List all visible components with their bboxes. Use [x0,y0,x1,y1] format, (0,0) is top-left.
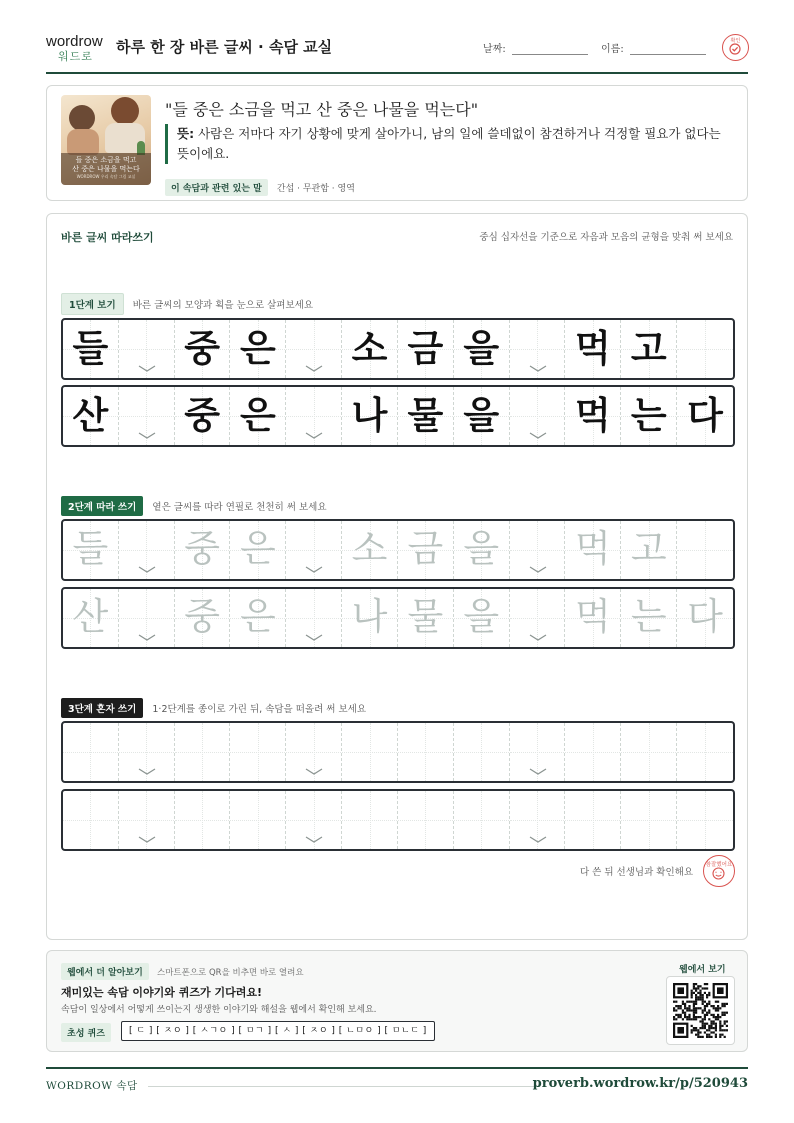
writing-cell[interactable] [230,589,286,647]
writing-cell[interactable] [565,791,621,849]
writing-cell[interactable] [565,589,621,647]
writing-cell[interactable] [510,723,566,781]
space-mark-icon [305,634,323,642]
writing-cell[interactable] [286,521,342,579]
stage-3-line-1[interactable] [61,721,735,783]
writing-cell [63,387,119,445]
stage-1-line-2 [61,385,735,447]
writing-cell [342,320,398,378]
writing-char: 산 [72,393,109,437]
stage-2-line-1[interactable] [61,519,735,581]
writing-cell[interactable] [230,791,286,849]
stage-2-label: 2단계 따라 쓰기 [61,496,143,516]
writing-cell[interactable] [63,589,119,647]
check-seal-icon [722,34,749,61]
related-label: 이 속담과 관련 있는 말 [165,179,268,196]
space-mark-icon [529,365,547,373]
page-header [46,30,748,74]
web-headline: 재미있는 속담 이야기와 퀴즈가 기다려요! [61,986,262,999]
writing-char: 은 [240,595,276,638]
wordrow-logo [46,34,103,49]
writing-char: 소 [351,326,388,370]
teacher-confirm-text: 다 쓴 뒤 선생님과 확인해요 [579,867,693,878]
space-mark-icon [529,432,547,440]
writing-char: 은 [240,326,276,370]
web-tag-note: 스마트폰으로 QR을 비추면 바로 열려요 [157,968,304,978]
stage-3-line-2[interactable] [61,789,735,851]
writing-char: 먹 [574,527,611,570]
writing-char: 고 [630,527,667,570]
writing-cell [510,387,566,445]
writing-char: 은 [240,393,276,437]
writing-cell[interactable] [621,589,677,647]
stage-3-header [61,697,366,717]
page-footer [46,1067,748,1092]
space-mark-icon [305,836,323,844]
writing-char: 고 [630,326,667,370]
related-words [165,176,355,192]
writing-char: 중 [184,527,220,570]
writing-cell[interactable] [621,521,677,579]
writing-cell[interactable] [398,791,454,849]
good-job-seal-label: 참잘했어요 [705,862,733,868]
related-list: 간섭 · 무관함 · 영역 [276,184,355,194]
illustration-caption-small: WORDROW 우리 속담 그림 교실 [76,174,136,179]
writing-cell [175,387,231,445]
writing-char: 을 [463,527,500,570]
space-mark-icon [138,566,156,574]
writing-char: 먹 [574,326,611,370]
writing-cell [565,387,621,445]
writing-cell[interactable] [621,791,677,849]
proverb-card [46,85,748,201]
writing-cell[interactable] [119,791,175,849]
writing-char: 산 [72,595,109,638]
writing-char: 다 [687,595,723,638]
writing-cell[interactable] [342,791,398,849]
writing-char: 나 [351,393,388,437]
writing-cell[interactable] [677,723,733,781]
stage-1-label: 1단계 보기 [61,293,124,315]
writing-cell[interactable] [63,791,119,849]
illustration-caption-1: 들 중은 소금을 먹고 [75,156,137,164]
writing-cell [119,387,175,445]
writing-cell[interactable] [621,723,677,781]
name-field[interactable] [630,54,706,55]
section-title: 바른 글씨 따라쓰기 [61,231,154,244]
seal-label: 확인 [730,38,741,44]
space-mark-icon [138,365,156,373]
illustration-caption-2: 산 중은 나물을 먹는다 [72,165,140,173]
writing-cell[interactable] [510,521,566,579]
stage-2-header [61,495,327,515]
stage-2-desc: 옅은 글씨를 따라 연필로 천천히 써 보세요 [152,501,327,513]
footer-divider [148,1086,538,1087]
writing-cell [286,387,342,445]
writing-char: 들 [72,326,109,370]
web-description: 속담이 일상에서 어떻게 쓰이는지 생생한 이야기와 해설을 웹에서 확인해 보세요. [61,1005,377,1015]
meaning-text: 사람은 저마다 자기 상황에 맞게 살아가니, 남의 일에 쓸데없이 참견하거나 걱정할 필요가 없다는 뜻이에요. [177,126,721,161]
writing-cell [119,320,175,378]
writing-char: 다 [687,393,723,437]
writing-cell [342,387,398,445]
writing-cell [454,387,510,445]
writing-cell[interactable] [510,589,566,647]
space-mark-icon [529,566,547,574]
writing-char: 금 [407,326,444,370]
writing-cell[interactable] [565,521,621,579]
writing-char: 중 [184,595,220,638]
writing-cell[interactable] [677,791,733,849]
writing-char: 물 [407,595,444,638]
writing-char: 는 [630,595,667,638]
writing-cell[interactable] [510,791,566,849]
writing-cell[interactable] [119,723,175,781]
space-mark-icon [138,836,156,844]
writing-char: 은 [240,527,276,570]
writing-cell[interactable] [454,723,510,781]
writing-cell[interactable] [119,521,175,579]
writing-cell[interactable] [119,589,175,647]
writing-char: 먹 [574,393,611,437]
initial-quiz-label: 초성 퀴즈 [61,1023,111,1042]
page-title: 하루 한 장 바른 글씨 · 속담 교실 [116,38,333,56]
writing-cell [175,320,231,378]
date-field[interactable] [512,54,588,55]
writing-cell[interactable] [342,521,398,579]
writing-cell[interactable] [175,521,231,579]
space-mark-icon [529,836,547,844]
practice-panel [46,213,748,940]
writing-char: 는 [630,393,667,437]
writing-cell [230,387,286,445]
writing-cell [677,387,733,445]
writing-cell[interactable] [230,723,286,781]
writing-cell[interactable] [63,723,119,781]
writing-cell[interactable] [175,791,231,849]
writing-char: 먹 [574,595,611,638]
writing-cell [510,320,566,378]
writing-cell[interactable] [63,521,119,579]
writing-char: 중 [184,393,220,437]
space-mark-icon [138,768,156,776]
writing-char: 중 [184,326,220,370]
space-mark-icon [305,365,323,373]
proverb-illustration [61,95,151,185]
writing-cell[interactable] [175,723,231,781]
qr-code[interactable] [666,976,735,1045]
web-promo-box [46,950,748,1052]
writing-cell [621,387,677,445]
writing-cell[interactable] [454,589,510,647]
qr-label: 웹에서 보기 [679,965,726,975]
stage-1-desc: 바른 글씨의 모양과 획을 눈으로 살펴보세요 [132,300,314,311]
space-mark-icon [529,634,547,642]
logo-text: wordrow [46,33,103,50]
space-mark-icon [138,432,156,440]
writing-cell [398,320,454,378]
stage-1-line-1 [61,318,735,380]
space-mark-icon [529,768,547,776]
writing-cell[interactable] [677,521,733,579]
writing-cell [454,320,510,378]
section-note: 중심 십자선을 기준으로 자음과 모음의 균형을 맞춰 써 보세요 [479,232,733,243]
footer-brand: WORDROW 속담 [46,1080,138,1092]
writing-cell[interactable] [398,589,454,647]
writing-cell[interactable] [342,589,398,647]
logo-subtext: 워드로 [58,50,93,63]
proverb-meaning [165,124,725,164]
writing-cell[interactable] [286,589,342,647]
writing-char: 금 [407,527,444,570]
space-mark-icon [305,432,323,440]
footer-url[interactable]: proverb.wordrow.kr/p/520943 [532,1076,748,1091]
initial-quiz-box: [ ㄷ ] [ ㅈㅇ ] [ ㅅㄱㅇ ] [ ㅁㄱ ] [ ㅅ ] [ ㅈㅇ ] [ ㄴㅁㅇ ] [ ㅁㄴㄷ ] [121,1021,435,1041]
space-mark-icon [305,566,323,574]
date-label: 날짜: [483,44,506,55]
proverb-title: "들 중은 소금을 먹고 산 중은 나물을 먹는다" [165,100,479,119]
writing-cell [677,320,733,378]
writing-char: 나 [351,595,388,638]
stage-3-label: 3단계 혼자 쓰기 [61,698,143,718]
writing-cell [63,320,119,378]
writing-cell[interactable] [175,589,231,647]
space-mark-icon [305,768,323,776]
writing-cell [230,320,286,378]
good-job-seal-icon [703,855,735,887]
writing-cell[interactable] [286,791,342,849]
space-mark-icon [138,634,156,642]
writing-cell [621,320,677,378]
stage-1-header [61,293,313,313]
name-label: 이름: [601,44,624,55]
writing-cell[interactable] [565,723,621,781]
writing-char: 을 [463,326,500,370]
writing-char: 을 [463,595,500,638]
writing-cell [565,320,621,378]
writing-cell[interactable] [398,723,454,781]
writing-cell [398,387,454,445]
writing-cell[interactable] [454,791,510,849]
writing-cell[interactable] [398,521,454,579]
stage-2-line-2[interactable] [61,587,735,649]
writing-char: 물 [407,393,444,437]
web-tag: 웹에서 더 알아보기 [61,963,149,980]
writing-char: 들 [72,527,109,570]
qr-code-icon [673,983,728,1038]
writing-char: 을 [463,393,500,437]
writing-cell[interactable] [454,521,510,579]
writing-char: 소 [351,527,388,570]
writing-cell [286,320,342,378]
writing-cell[interactable] [677,589,733,647]
meaning-label: 뜻: [177,126,195,141]
writing-cell[interactable] [230,521,286,579]
stage-3-desc: 1·2단계를 종이로 가린 뒤, 속담을 떠올려 써 보세요 [152,703,367,715]
writing-cell[interactable] [342,723,398,781]
writing-cell[interactable] [286,723,342,781]
